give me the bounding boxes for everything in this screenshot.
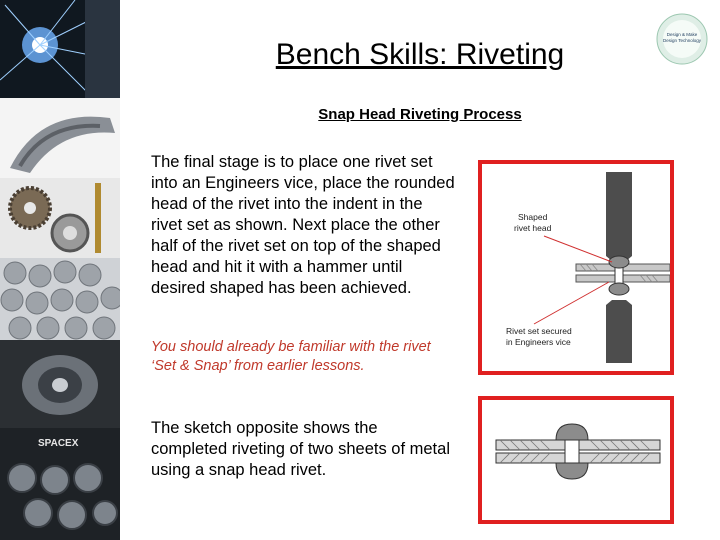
logo-line-2: Design Technology — [663, 38, 701, 43]
spacex-text: SPACEX — [38, 438, 79, 449]
rivet-set-diagram — [478, 160, 674, 375]
rivet-set-leader — [534, 282, 609, 324]
upper-rivet-set — [606, 172, 632, 261]
metal-bracket-photo — [0, 98, 120, 178]
completed-rivet-head-bottom — [556, 463, 588, 479]
completed-rivet-sketch — [482, 400, 670, 520]
steel-bars-photo — [0, 258, 120, 340]
logo-line-1: Design & Make — [666, 32, 698, 37]
instruction-paragraph: The final stage is to place one rivet set into an Engineers vice, place the rounded head of the rivet into the indent in the rivet set as shown. Next place the other half of the rivet set on top of the shaped head and hit it with a hammer until desired shaped has been achieved. — [151, 153, 455, 297]
photo-strip — [0, 0, 120, 540]
reminder-note: You should already be familiar with the rivet ‘Set & Snap’ from earlier lessons. — [151, 339, 431, 374]
rivet-set-label-2: in Engineers vice — [506, 337, 571, 347]
lower-rivet-set — [606, 300, 632, 363]
shaped-head-leader — [544, 236, 612, 262]
sketch-description: The sketch opposite shows the completed riveting of two sheets of metal using a snap head rivet. — [151, 419, 450, 479]
lathe-chuck-photo — [0, 340, 120, 428]
rivet-set-label-1: Rivet set secured — [506, 326, 572, 336]
completed-rivet-head-top — [556, 424, 588, 440]
rivet-head-bottom — [609, 283, 629, 295]
gears-photo — [0, 178, 120, 258]
shaped-head-label-2: rivet head — [514, 223, 552, 233]
rivet-set-sketch — [482, 164, 670, 371]
rocket-engine-photo — [0, 428, 120, 540]
completed-rivet-diagram — [478, 396, 674, 524]
slide-subtitle: Snap Head Riveting Process — [318, 106, 522, 123]
design-technology-logo — [656, 13, 708, 65]
shaped-head-label-1: Shaped — [518, 212, 548, 222]
slide-title: Bench Skills: Riveting — [275, 38, 565, 71]
welding-sparks-photo — [0, 0, 120, 98]
